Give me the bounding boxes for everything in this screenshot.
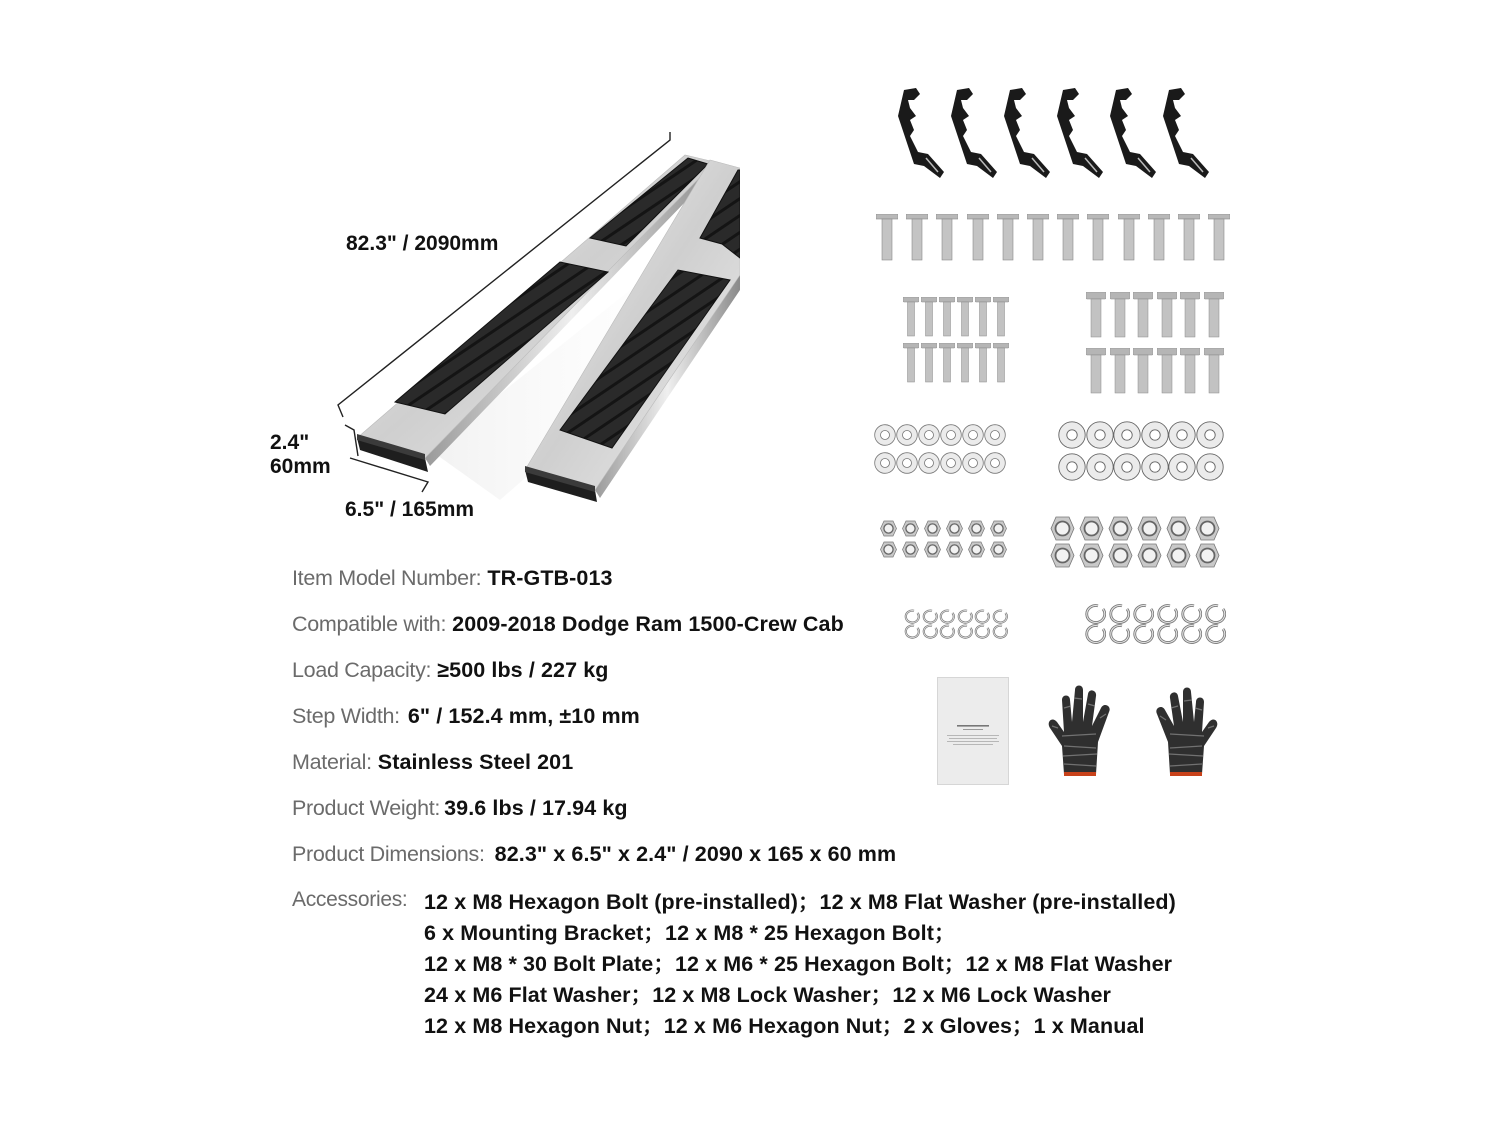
spec-value: 39.6 lbs / 17.94 kg [444, 796, 628, 820]
m8-flat-washers-group [1058, 421, 1223, 481]
spec-label: Accessories: [292, 888, 408, 911]
hex-bolt-icon [1133, 348, 1153, 394]
hex-bolt-icon [1110, 292, 1130, 338]
spec-compatibility [292, 611, 844, 641]
spec-label: Compatible with: [292, 612, 447, 636]
m6-lock-washers-group [904, 609, 1009, 639]
lock-washer-icon [974, 624, 990, 639]
spec-material [292, 749, 573, 779]
hex-bolt-icon [1086, 348, 1106, 394]
mounting-bracket-icon [1106, 86, 1158, 182]
hex-bolt-icon [921, 343, 937, 383]
height-dimension-imperial-label: 2.4" [270, 431, 310, 454]
spec-label: Step Width: [292, 704, 400, 728]
spec-label: Product Dimensions: [292, 842, 485, 866]
accessories-line: 12 x M8 * 30 Bolt Plate；12 x M6 * 25 Hexagon Bolt；12 x M8 Flat Washer [424, 952, 1173, 976]
hex-bolt-icon [1204, 292, 1224, 338]
mounting-bracket-icon [947, 86, 999, 182]
lock-washer-icon [992, 609, 1008, 624]
flat-washer-icon [1058, 453, 1086, 481]
glove-icon [1144, 686, 1220, 782]
lock-washer-icon [922, 624, 938, 639]
hex-nut-icon [1108, 516, 1133, 541]
m8-hex-bolts-group [1086, 292, 1227, 394]
bolt-plate-icon [936, 214, 958, 262]
flat-washer-icon [1113, 453, 1141, 481]
bolt-plate-icon [1208, 214, 1230, 262]
flat-washer-icon [1168, 453, 1196, 481]
m8-hex-nuts-group [1050, 516, 1224, 568]
flat-washer-icon [984, 424, 1006, 446]
mounting-bracket-icon [894, 86, 946, 182]
lock-washer-icon [1132, 624, 1154, 644]
flat-washer-icon [1086, 421, 1114, 449]
spec-model-number [292, 565, 613, 595]
spec-value: Stainless Steel 201 [377, 750, 574, 774]
hex-nut-icon [990, 541, 1007, 558]
spec-value: 2009-2018 Dodge Ram 1500-Crew Cab [452, 612, 844, 636]
spec-value: TR-GTB-013 [487, 566, 613, 590]
lock-washer-icon [939, 624, 955, 639]
hex-bolt-icon [903, 297, 919, 337]
hex-nut-icon [902, 541, 919, 558]
lock-washer-icon [1108, 624, 1130, 644]
flat-washer-icon [896, 424, 918, 446]
flat-washer-icon [918, 452, 940, 474]
spec-label: Material: [292, 750, 372, 774]
flat-washer-icon [1141, 421, 1169, 449]
flat-washer-icon [1141, 453, 1169, 481]
lock-washer-icon [957, 609, 973, 624]
spec-label: Item Model Number: [292, 566, 482, 590]
bolt-plate-icon [1057, 214, 1079, 262]
hex-bolt-icon [1180, 292, 1200, 338]
spec-product-dimensions [292, 841, 896, 871]
bolt-plate-icon [1118, 214, 1140, 262]
bolt-plate-icon [1148, 214, 1170, 262]
length-dimension-label: 82.3" / 2090mm [346, 232, 499, 255]
lock-washer-icon [939, 609, 955, 624]
hex-nut-icon [1079, 543, 1104, 568]
lock-washer-icon [1084, 604, 1106, 624]
spec-step-width [292, 703, 640, 733]
hex-nut-icon [1137, 516, 1162, 541]
hex-nut-icon [1050, 543, 1075, 568]
hex-bolt-icon [1133, 292, 1153, 338]
lock-washer-icon [1084, 624, 1106, 644]
hex-nut-icon [924, 541, 941, 558]
hex-nut-icon [1108, 543, 1133, 568]
flat-washer-icon [1058, 421, 1086, 449]
spec-value: 82.3" x 6.5" x 2.4" / 2090 x 165 x 60 mm [494, 842, 897, 866]
lock-washer-icon [1156, 604, 1178, 624]
hex-nut-icon [1195, 543, 1220, 568]
width-dimension-label: 6.5" / 165mm [345, 498, 475, 521]
m6-hex-bolts-group [903, 297, 1011, 383]
hex-bolt-icon [993, 297, 1009, 337]
mounting-brackets-group [894, 86, 1212, 182]
hex-nut-icon [1166, 543, 1191, 568]
manual-icon [937, 677, 1009, 785]
hex-nut-icon [1195, 516, 1220, 541]
hardware-kit-illustration [860, 80, 1250, 800]
lock-washer-icon [974, 609, 990, 624]
hex-nut-icon [1137, 543, 1162, 568]
hex-nut-icon [946, 541, 963, 558]
hex-nut-icon [924, 520, 941, 537]
hex-nut-icon [1050, 516, 1075, 541]
height-dimension-line [345, 425, 358, 456]
lock-washer-icon [1108, 604, 1130, 624]
hex-bolt-icon [975, 343, 991, 383]
m8-lock-washers-group [1084, 604, 1228, 644]
bolt-plate-icon [1087, 214, 1109, 262]
hex-nut-icon [968, 520, 985, 537]
lock-washer-icon [992, 624, 1008, 639]
flat-washer-icon [1196, 421, 1224, 449]
accessories-line: 12 x M8 Hexagon Bolt (pre-installed)；12 x M8 Flat Washer (pre-installed) [424, 890, 1176, 914]
hex-bolt-icon [1204, 348, 1224, 394]
hex-bolt-icon [921, 297, 937, 337]
height-dimension-metric-label: 60mm [270, 455, 331, 478]
hex-bolt-icon [957, 343, 973, 383]
spec-label: Product Weight: [292, 796, 441, 820]
bolt-plate-icon [1178, 214, 1200, 262]
bolt-plate-icon [906, 214, 928, 262]
hex-nut-icon [968, 541, 985, 558]
bolt-plate-icon [997, 214, 1019, 262]
spec-value: 6" / 152.4 mm, ±10 mm [407, 704, 640, 728]
hex-nut-icon [946, 520, 963, 537]
hex-nut-icon [880, 520, 897, 537]
lock-washer-icon [922, 609, 938, 624]
bolt-plate-icon [876, 214, 898, 262]
glove-icon [1046, 684, 1122, 782]
lock-washer-icon [1156, 624, 1178, 644]
bolt-plates-group [876, 214, 1238, 262]
bolt-plate-icon [1027, 214, 1049, 262]
flat-washer-icon [962, 424, 984, 446]
hex-bolt-icon [1157, 292, 1177, 338]
accessories-line: 12 x M8 Hexagon Nut；12 x M6 Hexagon Nut；2 x Gloves；1 x Manual [424, 1014, 1145, 1038]
flat-washer-icon [918, 424, 940, 446]
hex-bolt-icon [1086, 292, 1106, 338]
mounting-bracket-icon [1159, 86, 1211, 182]
accessories-list [424, 887, 1176, 1042]
running-boards-illustration [260, 120, 740, 540]
lock-washer-icon [1180, 604, 1202, 624]
lock-washer-icon [957, 624, 973, 639]
running-boards-image [260, 120, 740, 540]
hex-nut-icon [990, 520, 1007, 537]
hex-nut-icon [902, 520, 919, 537]
flat-washer-icon [940, 424, 962, 446]
lock-washer-icon [1204, 624, 1226, 644]
hex-bolt-icon [975, 297, 991, 337]
mounting-bracket-icon [1053, 86, 1105, 182]
hex-bolt-icon [903, 343, 919, 383]
flat-washer-icon [1086, 453, 1114, 481]
hex-bolt-icon [1180, 348, 1200, 394]
hex-bolt-icon [957, 297, 973, 337]
flat-washer-icon [874, 424, 896, 446]
flat-washer-icon [962, 452, 984, 474]
hex-bolt-icon [1157, 348, 1177, 394]
hex-bolt-icon [939, 297, 955, 337]
hex-bolt-icon [939, 343, 955, 383]
m6-hex-nuts-group [880, 520, 1012, 558]
flat-washer-icon [940, 452, 962, 474]
lock-washer-icon [904, 624, 920, 639]
hex-nut-icon [1166, 516, 1191, 541]
hex-nut-icon [1079, 516, 1104, 541]
lock-washer-icon [904, 609, 920, 624]
spec-label: Load Capacity: [292, 658, 432, 682]
hex-nut-icon [880, 541, 897, 558]
hex-bolt-icon [993, 343, 1009, 383]
lock-washer-icon [1132, 604, 1154, 624]
flat-washer-icon [1113, 421, 1141, 449]
mounting-bracket-icon [1000, 86, 1052, 182]
bolt-plate-icon [967, 214, 989, 262]
spec-value: ≥500 lbs / 227 kg [437, 658, 609, 682]
flat-washer-icon [984, 452, 1006, 474]
flat-washer-icon [1196, 453, 1224, 481]
flat-washer-icon [1168, 421, 1196, 449]
spec-product-weight [292, 795, 628, 825]
flat-washer-icon [896, 452, 918, 474]
accessories-line: 6 x Mounting Bracket；12 x M8 * 25 Hexagon Bolt； [424, 921, 956, 945]
flat-washer-icon [874, 452, 896, 474]
spec-load-capacity [292, 657, 609, 687]
accessories-line: 24 x M6 Flat Washer；12 x M8 Lock Washer；12 x M6 Lock Washer [424, 983, 1111, 1007]
m6-flat-washers-group [874, 424, 1006, 474]
lock-washer-icon [1180, 624, 1202, 644]
hex-bolt-icon [1110, 348, 1130, 394]
lock-washer-icon [1204, 604, 1226, 624]
